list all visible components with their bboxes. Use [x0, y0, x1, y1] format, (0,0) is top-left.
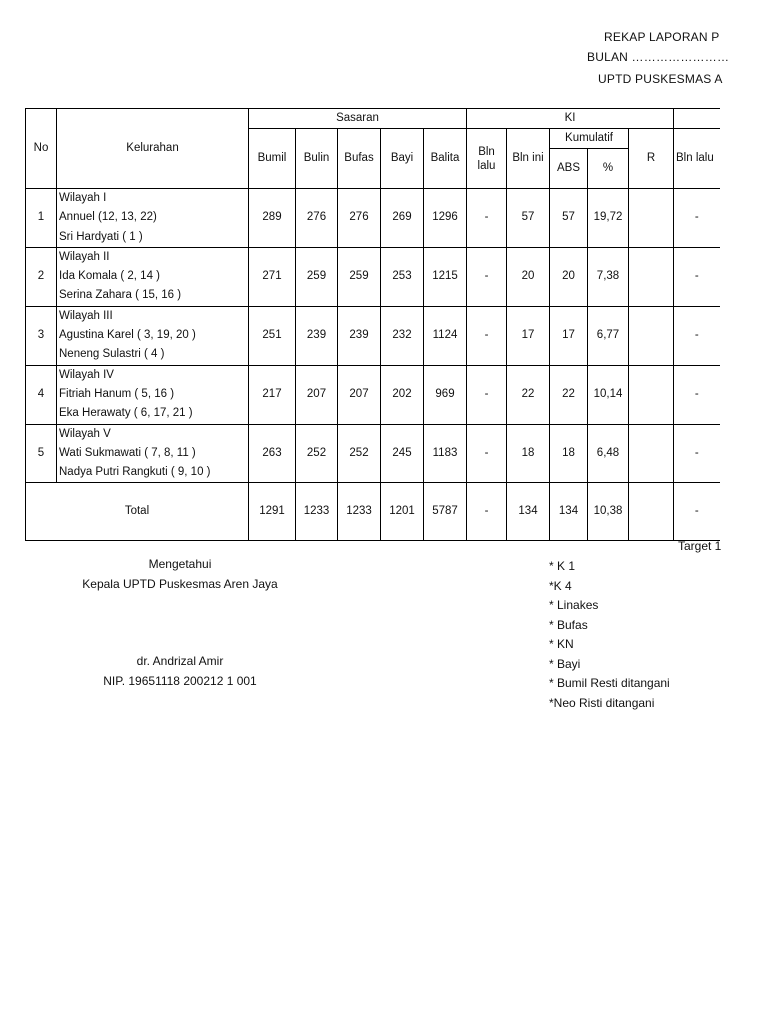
target-list-item: * Bumil Resti ditangani	[549, 676, 670, 690]
cell-r	[629, 424, 674, 483]
bidan-name: Nadya Putri Rangkuti ( 9, 10 )	[59, 466, 211, 479]
cell-pct: 7,38	[588, 247, 629, 306]
target-list-item: * Bufas	[549, 617, 588, 632]
target-label: Target 1	[678, 539, 722, 553]
cell-bumil: 251	[249, 306, 296, 365]
total-abs: 134	[550, 483, 588, 541]
table-row	[26, 189, 720, 248]
col-no-header: No	[26, 109, 57, 189]
cell-bulin: 259	[296, 247, 338, 306]
cell-bufas: 207	[338, 365, 381, 424]
cell-bln-ini: 18	[507, 424, 550, 483]
bidan-name: Serina Zahara ( 15, 16 )	[59, 289, 182, 302]
next-group-header	[674, 109, 720, 129]
row-number: 5	[26, 424, 57, 483]
cell-bulin: 276	[296, 189, 338, 248]
bidan-name: Fitriah Hanum ( 5, 16 )	[59, 387, 175, 400]
cell-next-bln-lalu: -	[674, 247, 720, 306]
target-list-item: *Neo Risti ditangani	[549, 695, 655, 710]
cell-bufas: 276	[338, 189, 381, 248]
cell-r	[629, 189, 674, 248]
kelurahan-cell	[57, 247, 249, 306]
cell-bumil: 263	[249, 424, 296, 483]
cell-pct: 19,72	[588, 189, 629, 248]
cell-abs: 57	[550, 189, 588, 248]
cell-bayi: 202	[381, 365, 424, 424]
wilayah-label: Wilayah II	[59, 250, 110, 263]
total-r	[629, 483, 674, 541]
cell-next-bln-lalu: -	[674, 189, 720, 248]
cell-pct: 6,48	[588, 424, 629, 483]
cell-abs: 17	[550, 306, 588, 365]
cell-bayi: 232	[381, 306, 424, 365]
total-bayi: 1201	[381, 483, 424, 541]
kumulatif-header: Kumulatif	[550, 129, 629, 149]
sasaran-group-header: Sasaran	[249, 109, 467, 129]
row-number: 2	[26, 247, 57, 306]
table-row	[26, 247, 720, 306]
cell-next-bln-lalu: -	[674, 365, 720, 424]
row-number: 4	[26, 365, 57, 424]
jabatan-label: Kepala UPTD Puskesmas Aren Jaya	[82, 577, 278, 591]
cell-bln-ini: 22	[507, 365, 550, 424]
target-list-item: * Bayi	[549, 656, 581, 671]
kelurahan-cell	[57, 365, 249, 424]
target-list-item: * K 1	[549, 559, 576, 573]
total-bufas: 1233	[338, 483, 381, 541]
cell-r	[629, 306, 674, 365]
cell-balita: 1124	[424, 306, 467, 365]
col-abs-header: ABS	[550, 149, 588, 189]
total-bumil: 1291	[249, 483, 296, 541]
cell-bufas: 252	[338, 424, 381, 483]
col-pct-header: %	[588, 149, 629, 189]
row-number: 3	[26, 306, 57, 365]
bidan-name: Ida Komala ( 2, 14 )	[59, 270, 160, 283]
bidan-name: Annuel (12, 13, 22)	[59, 211, 157, 224]
bidan-name: Sri Hardyati ( 1 )	[59, 230, 143, 243]
cell-balita: 1296	[424, 189, 467, 248]
col-r-header: R	[629, 129, 674, 189]
wilayah-label: Wilayah V	[59, 427, 111, 440]
table-row	[26, 424, 720, 483]
cell-bayi: 269	[381, 189, 424, 248]
report-title: REKAP LAPORAN P	[604, 30, 720, 44]
total-next-bln-lalu: -	[674, 483, 720, 541]
cell-bln-lalu: -	[467, 189, 507, 248]
col-bulin-header: Bulin	[296, 129, 338, 189]
total-pct: 10,38	[588, 483, 629, 541]
cell-balita: 1183	[424, 424, 467, 483]
total-row	[26, 483, 720, 541]
cell-balita: 969	[424, 365, 467, 424]
total-label: Total	[26, 483, 249, 541]
rekap-table	[25, 108, 720, 541]
ki-group-header: KI	[467, 109, 674, 129]
cell-abs: 18	[550, 424, 588, 483]
table-row	[26, 365, 720, 424]
target-list-item: *K 4	[549, 578, 572, 593]
cell-pct: 6,77	[588, 306, 629, 365]
wilayah-label: Wilayah III	[59, 309, 113, 322]
cell-bln-lalu: -	[467, 365, 507, 424]
cell-abs: 22	[550, 365, 588, 424]
cell-bumil: 289	[249, 189, 296, 248]
total-balita: 5787	[424, 483, 467, 541]
cell-bln-ini: 57	[507, 189, 550, 248]
report-unit: UPTD PUSKESMAS A	[598, 72, 723, 86]
kelurahan-cell	[57, 424, 249, 483]
cell-balita: 1215	[424, 247, 467, 306]
header-row-1	[26, 109, 720, 129]
target-list-item: * KN	[549, 637, 574, 651]
table-row	[26, 306, 720, 365]
total-bln-ini: 134	[507, 483, 550, 541]
col-kelurahan-header: Kelurahan	[57, 109, 249, 189]
cell-bln-ini: 17	[507, 306, 550, 365]
col-bumil-header: Bumil	[249, 129, 296, 189]
mengetahui-label: Mengetahui	[148, 557, 212, 571]
cell-bumil: 217	[249, 365, 296, 424]
cell-bufas: 259	[338, 247, 381, 306]
target-list	[549, 557, 670, 713]
bidan-name: Eka Herawaty ( 6, 17, 21 )	[59, 407, 193, 420]
cell-bulin: 239	[296, 306, 338, 365]
signer-name: dr. Andrizal Amir	[136, 654, 224, 668]
wilayah-label: Wilayah IV	[59, 368, 114, 381]
bidan-name: Wati Sukmawati ( 7, 8, 11 )	[59, 446, 196, 459]
cell-next-bln-lalu: -	[674, 424, 720, 483]
cell-bln-lalu: -	[467, 424, 507, 483]
col-bln-ini-header: Bln ini	[507, 129, 550, 189]
col-bufas-header: Bufas	[338, 129, 381, 189]
col-balita-header: Balita	[424, 129, 467, 189]
kelurahan-cell	[57, 189, 249, 248]
cell-bufas: 239	[338, 306, 381, 365]
cell-bayi: 245	[381, 424, 424, 483]
cell-r	[629, 247, 674, 306]
report-month: BULAN ……………………	[587, 50, 730, 64]
bidan-name: Neneng Sulastri ( 4 )	[59, 348, 165, 361]
cell-next-bln-lalu: -	[674, 306, 720, 365]
cell-abs: 20	[550, 247, 588, 306]
cell-bayi: 253	[381, 247, 424, 306]
col-next-bln-lalu-header: Bln lalu	[674, 129, 720, 189]
cell-r	[629, 365, 674, 424]
total-bulin: 1233	[296, 483, 338, 541]
cell-pct: 10,14	[588, 365, 629, 424]
kelurahan-cell	[57, 306, 249, 365]
cell-bln-ini: 20	[507, 247, 550, 306]
total-bln-lalu: -	[467, 483, 507, 541]
cell-bumil: 271	[249, 247, 296, 306]
col-bln-lalu-header: Bln lalu	[467, 129, 507, 189]
signer-nip: NIP. 19651118 200212 1 001	[103, 674, 257, 688]
bidan-name: Agustina Karel ( 3, 19, 20 )	[59, 329, 196, 342]
cell-bln-lalu: -	[467, 306, 507, 365]
col-bayi-header: Bayi	[381, 129, 424, 189]
row-number: 1	[26, 189, 57, 248]
cell-bulin: 252	[296, 424, 338, 483]
wilayah-label: Wilayah I	[59, 192, 107, 204]
cell-bulin: 207	[296, 365, 338, 424]
cell-bln-lalu: -	[467, 247, 507, 306]
target-list-item: * Linakes	[549, 598, 599, 612]
